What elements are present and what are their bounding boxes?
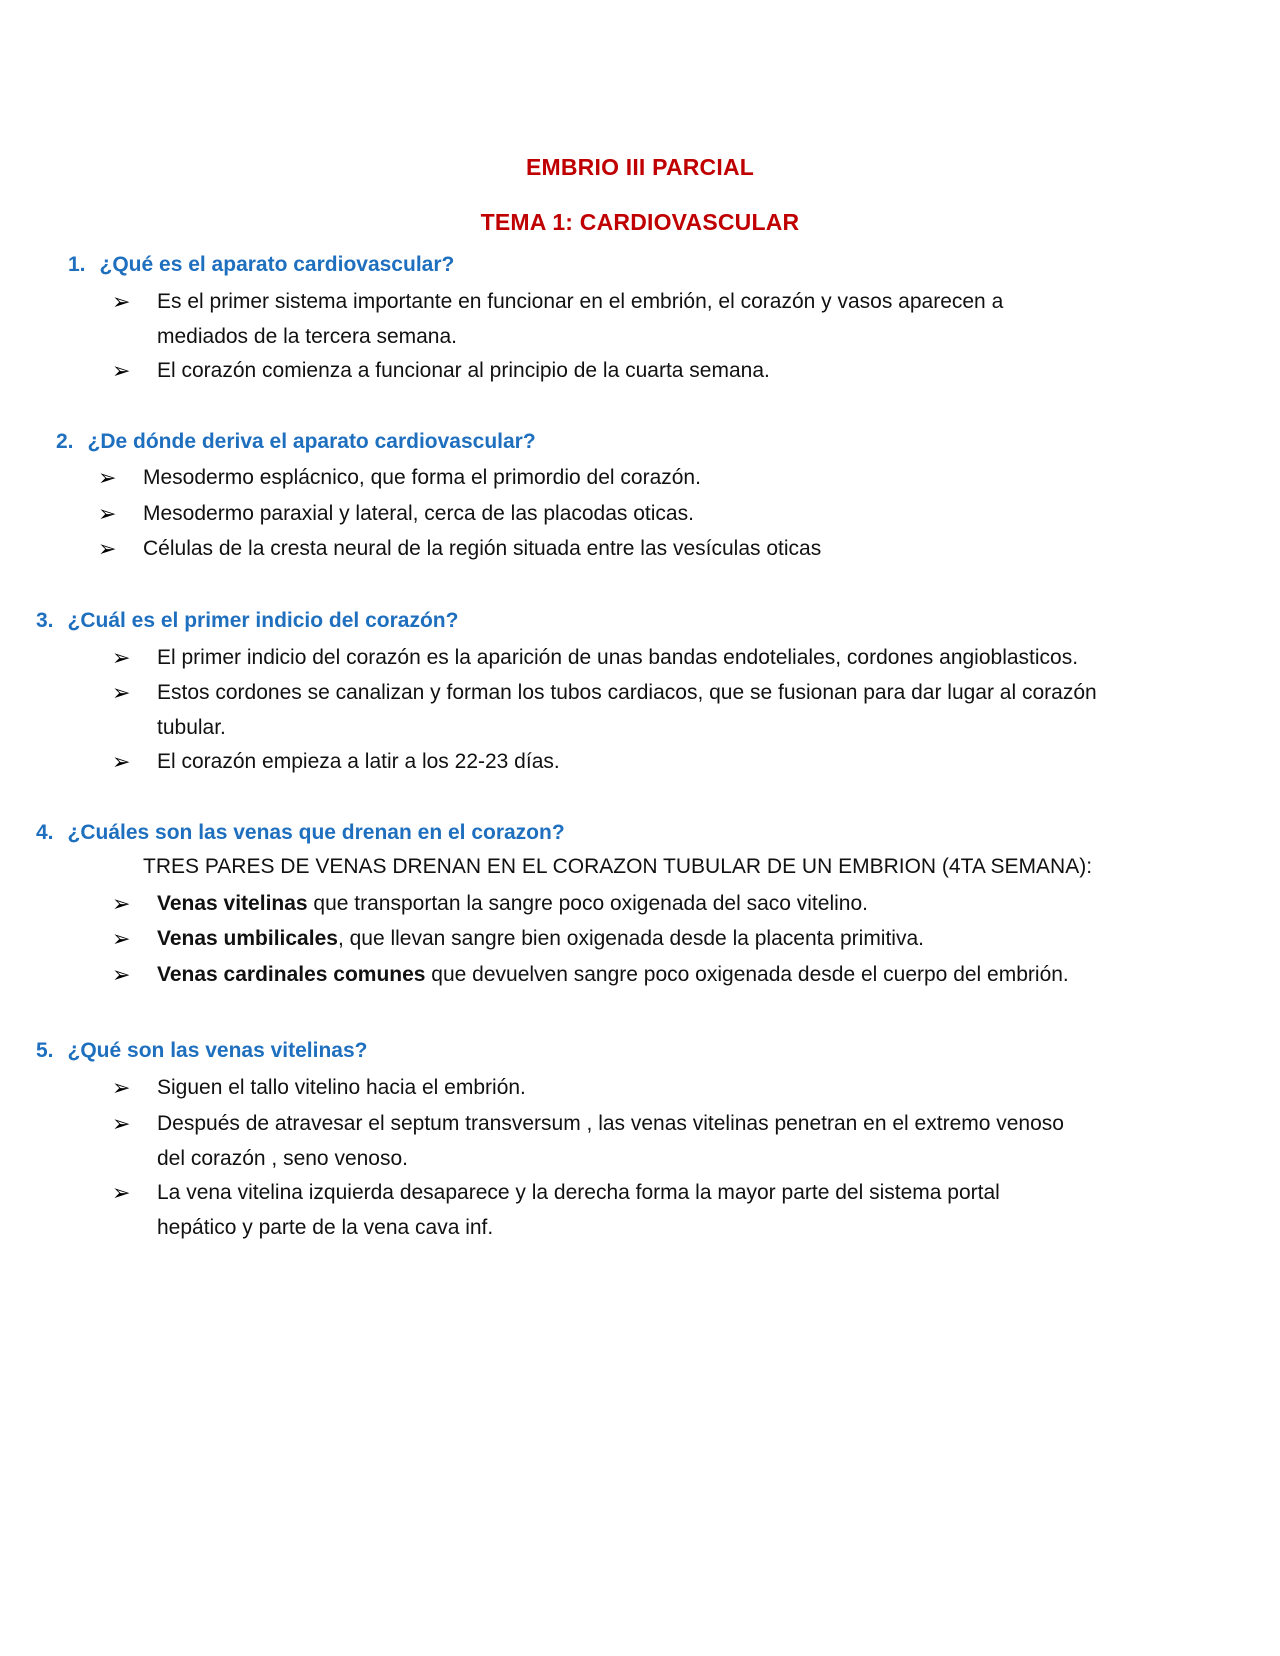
arrowhead-bullet-icon: ➢ (112, 926, 131, 951)
list-item (112, 675, 1232, 745)
question-number: 3. (36, 609, 54, 632)
list-item (112, 921, 1232, 956)
question-5 (36, 1039, 367, 1063)
item-text: Venas cardinales comunes que devuelven sangre poco oxigenada desde el cuerpo del embrión. (157, 963, 1069, 986)
item-bold-term: Venas umbilicales (157, 927, 338, 950)
arrowhead-bullet-icon: ➢ (112, 645, 131, 670)
arrowhead-bullet-icon: ➢ (112, 962, 131, 987)
arrowhead-bullet-icon: ➢ (112, 1180, 131, 1205)
item-text: Estos cordones se canalizan y forman los tubos cardiacos, que se fusionan para dar lugar al corazón tubular. (157, 681, 1097, 739)
item-text: Siguen el tallo vitelino hacia el embrión. (157, 1076, 526, 1099)
list-item (112, 957, 1232, 992)
item-text: Mesodermo paraxial y lateral, cerca de las placodas oticas. (143, 502, 694, 525)
arrowhead-bullet-icon: ➢ (98, 465, 117, 490)
list-item (112, 1070, 1112, 1105)
item-bold-term: Venas vitelinas (157, 892, 308, 915)
arrowhead-bullet-icon: ➢ (112, 1075, 131, 1100)
section-intro: TRES PARES DE VENAS DRENAN EN EL CORAZON TUBULAR DE UN EMBRION (4TA SEMANA): (143, 855, 1093, 878)
item-text: Es el primer sistema importante en funcionar en el embrión, el corazón y vasos aparecen a mediados de la tercera semana. (157, 290, 1004, 348)
arrowhead-bullet-icon: ➢ (98, 536, 117, 561)
item-bold-term: Venas cardinales comunes (157, 963, 426, 986)
question-text: ¿Cuál es el primer indicio del corazón? (67, 609, 459, 632)
list-item (112, 640, 1232, 675)
arrowhead-bullet-icon: ➢ (112, 358, 131, 383)
question-number: 2. (56, 430, 74, 453)
list-item (98, 496, 1098, 531)
list-item (98, 460, 1098, 495)
item-text: Células de la cresta neural de la región situada entre las vesículas oticas (143, 537, 822, 560)
question-number: 1. (68, 253, 86, 276)
arrowhead-bullet-icon: ➢ (112, 749, 131, 774)
item-text: Venas vitelinas que transportan la sangre poco oxigenada del saco vitelino. (157, 892, 868, 915)
question-text: ¿Qué es el aparato cardiovascular? (99, 253, 455, 276)
item-text: La vena vitelina izquierda desaparece y la derecha forma la mayor parte del sistema portal hepático y parte de la vena cava inf. (157, 1181, 1000, 1239)
question-text: ¿Cuáles son las venas que drenan en el corazon? (67, 821, 565, 844)
list-item (112, 1175, 1212, 1245)
arrowhead-bullet-icon: ➢ (98, 501, 117, 526)
item-text: Después de atravesar el septum transversum , las venas vitelinas penetran en el extremo venoso del corazón , seno venoso. (157, 1112, 1064, 1170)
item-text: Mesodermo esplácnico, que forma el primordio del corazón. (143, 466, 701, 489)
list-item (112, 1106, 1212, 1176)
question-3 (36, 609, 458, 633)
list-item (112, 353, 1112, 388)
arrowhead-bullet-icon: ➢ (112, 680, 131, 705)
arrowhead-bullet-icon: ➢ (112, 289, 131, 314)
question-text: ¿Qué son las venas vitelinas? (67, 1039, 368, 1062)
question-1 (68, 253, 454, 277)
arrowhead-bullet-icon: ➢ (112, 1111, 131, 1136)
document-title: EMBRIO III PARCIAL (525, 154, 755, 180)
item-text: Venas umbilicales, que llevan sangre bien oxigenada desde la placenta primitiva. (157, 927, 924, 950)
list-item (112, 744, 1112, 779)
question-number: 5. (36, 1039, 54, 1062)
question-text: ¿De dónde deriva el aparato cardiovascular? (87, 430, 536, 453)
item-text: El corazón empieza a latir a los 22-23 días. (157, 750, 560, 773)
question-number: 4. (36, 821, 54, 844)
list-item (112, 886, 1232, 921)
item-text: El corazón comienza a funcionar al principio de la cuarta semana. (157, 359, 770, 382)
document-subtitle: TEMA 1: CARDIOVASCULAR (480, 209, 800, 235)
list-item (98, 531, 1098, 566)
arrowhead-bullet-icon: ➢ (112, 891, 131, 916)
question-2 (56, 430, 536, 454)
list-item (112, 284, 1112, 354)
question-4 (36, 821, 565, 845)
item-text: El primer indicio del corazón es la aparición de unas bandas endoteliales, cordones angioblasticos. (157, 646, 1079, 669)
